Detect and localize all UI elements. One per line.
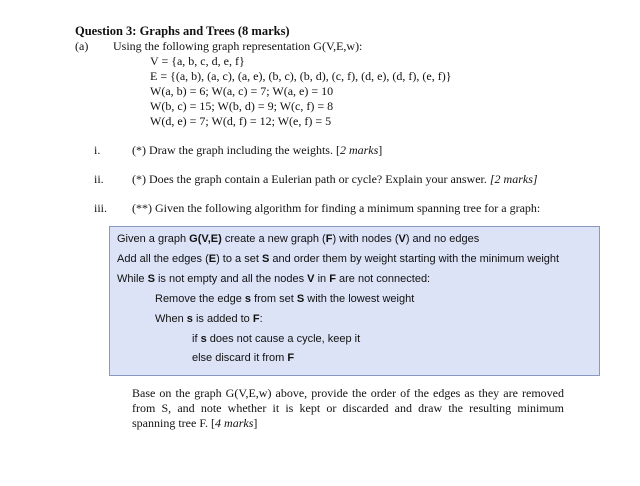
- algo-text: does not cause a cycle, keep it: [206, 333, 361, 345]
- subquestion-text: [132, 201, 540, 216]
- algorithm-line: [117, 253, 559, 265]
- algo-keyword: S: [261, 253, 270, 265]
- algo-keyword: E: [208, 253, 217, 265]
- algo-text: and order them by weight starting with the minimum weight: [269, 253, 560, 265]
- subquestion-body: (**) Given the following algorithm for finding a minimum spanning tree for a graph:: [132, 201, 541, 215]
- algo-keyword: V: [398, 233, 406, 245]
- algo-text: Remove the edge: [155, 293, 245, 305]
- weights-line-1: W(a, b) = 6; W(a, c) = 7; W(a, e) = 10: [150, 84, 334, 98]
- algo-keyword: S: [147, 273, 155, 285]
- subquestion-text: [132, 172, 538, 187]
- marks-bracket: ]: [253, 416, 258, 430]
- weights-line-3: W(d, e) = 7; W(d, f) = 12; W(e, f) = 5: [150, 114, 332, 128]
- marks-label: [2 marks]: [489, 172, 538, 186]
- algo-text: ) to a set: [216, 253, 262, 265]
- algo-text: in: [314, 273, 330, 285]
- algo-text: When: [155, 313, 187, 325]
- intro-text: Using the following graph representation G(V,E,w):: [113, 39, 363, 53]
- algo-keyword: S: [296, 293, 305, 305]
- algorithm-line: [155, 293, 414, 305]
- algo-text: else discard it from: [192, 352, 288, 364]
- algo-text: While: [117, 273, 148, 285]
- weights-line-2: W(b, c) = 15; W(b, d) = 9; W(c, f) = 8: [150, 99, 334, 113]
- closing-text: Base on the graph G(V,E,w) above, provide the order of the edges as they are removed from S, and note whether it is kept or discarded and draw the resulting minimum spanning tree F. [: [132, 386, 564, 430]
- algo-keyword: s: [200, 333, 207, 345]
- algorithm-line: [155, 313, 263, 325]
- algo-text: ) and no edges: [405, 233, 480, 245]
- algo-text: Add all the edges (: [117, 253, 209, 265]
- vertex-set: V = {a, b, c, d, e, f}: [150, 54, 245, 68]
- marks-label: 4 marks: [215, 416, 254, 430]
- subquestion-body: (*) Does the graph contain a Eulerian path or cycle? Explain your answer.: [132, 172, 490, 186]
- algo-keyword: F: [252, 313, 260, 325]
- algorithm-line: [192, 352, 294, 364]
- algo-keyword: s: [244, 293, 252, 305]
- algo-keyword: s: [186, 313, 193, 325]
- subquestion-body: (*) Draw the graph including the weights. [: [132, 143, 340, 157]
- algorithm-line: [192, 333, 360, 345]
- edge-set: E = {(a, b), (a, c), (a, e), (b, c), (b, d), (c, f), (d, e), (d, f), (e, f)}: [150, 69, 452, 83]
- part-label: (a): [75, 39, 89, 53]
- algo-text: are not connected:: [335, 273, 431, 285]
- marks-label: 2 marks: [339, 143, 379, 157]
- question-heading: Question 3: Graphs and Trees (8 marks): [75, 24, 290, 38]
- algo-keyword: V: [307, 273, 315, 285]
- closing-paragraph: [132, 386, 564, 431]
- algo-text: with the lowest weight: [304, 293, 415, 305]
- algorithm-box: [109, 226, 600, 376]
- algo-text: if: [192, 333, 201, 345]
- algo-keyword: F: [329, 273, 336, 285]
- algo-keyword: F: [287, 352, 295, 364]
- algo-text: from set: [251, 293, 297, 305]
- algo-keyword: G(V,E): [189, 233, 222, 245]
- algo-text: :: [259, 313, 263, 325]
- subquestion-text: [132, 143, 382, 158]
- algo-keyword: F: [325, 233, 333, 245]
- algo-text: ) with nodes (: [332, 233, 399, 245]
- subquestion-number: i.: [94, 143, 101, 157]
- algorithm-line: [117, 273, 430, 285]
- subquestion-number: ii.: [94, 172, 104, 186]
- subquestion-number: iii.: [94, 201, 108, 215]
- algorithm-line: [117, 233, 479, 245]
- algo-text: create a new graph (: [221, 233, 326, 245]
- algo-text: Given a graph: [117, 233, 190, 245]
- marks-bracket: ]: [378, 143, 383, 157]
- algo-text: is not empty and all the nodes: [154, 273, 308, 285]
- algo-text: is added to: [192, 313, 253, 325]
